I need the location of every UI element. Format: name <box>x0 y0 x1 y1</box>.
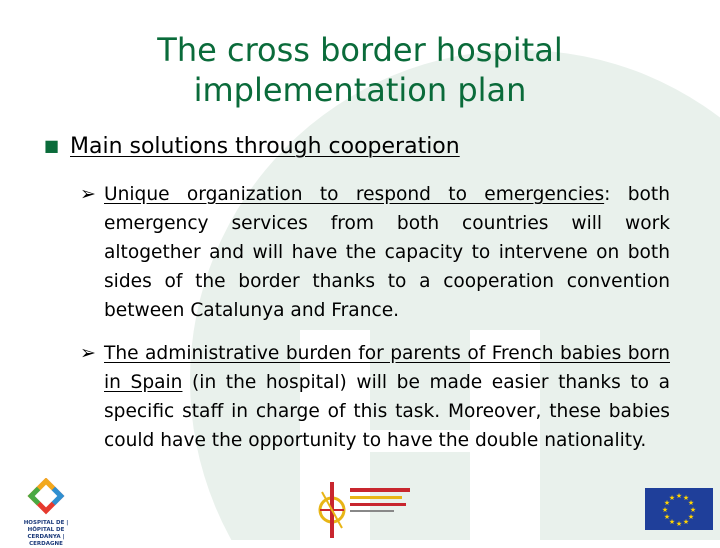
main-bullet-text: Main solutions through cooperation <box>70 134 460 159</box>
sub-bullet-lead: The administrative burden for parents of French babies born in Spain <box>104 343 670 393</box>
sub-bullet-lead: Unique organization to respond to emergencies <box>104 184 605 205</box>
sub-bullet-text <box>104 339 670 455</box>
arrow-bullet-icon: ➢ <box>80 342 96 364</box>
svg-text:★: ★ <box>675 492 683 500</box>
hospital-logo-line2: CERDANYA | CERDAGNE <box>27 534 65 547</box>
arrow-bullet-icon: ➢ <box>80 183 96 205</box>
sub-bullet-emergencies <box>80 180 670 325</box>
sub-bullet-text <box>104 180 670 325</box>
svg-text:★: ★ <box>663 513 671 521</box>
cooperation-program-logo <box>310 480 430 538</box>
svg-text:★: ★ <box>668 518 676 526</box>
svg-text:★: ★ <box>682 518 690 526</box>
hospital-cerdanya-logo <box>10 478 82 547</box>
svg-text:★: ★ <box>687 513 695 521</box>
sub-bullet-administrative <box>80 339 670 455</box>
svg-text:★: ★ <box>675 520 683 528</box>
hospital-logo-icon <box>10 478 82 516</box>
svg-text:★: ★ <box>682 494 690 502</box>
sub-bullet-rest: (in the hospital) will be made easier thanks to a specific staff in charge of this task. Moreover, these babies could have the opportunity to have the double nationality. <box>104 372 670 451</box>
eu-flag-icon <box>645 488 713 530</box>
svg-text:★: ★ <box>663 499 671 507</box>
square-bullet-icon: ■ <box>44 136 60 155</box>
svg-text:★: ★ <box>661 506 669 514</box>
hospital-logo-line1: HOSPITAL DE | HÔPITAL DE <box>23 520 69 533</box>
sub-bullet-rest: : both emergency services from both countries will work altogether and will have the capacity to intervene on both sides of the border thanks to a cooperation convention between Catalunya and France. <box>104 184 670 321</box>
main-bullet <box>44 132 460 161</box>
svg-text:★: ★ <box>689 506 697 514</box>
svg-text:★: ★ <box>687 499 695 507</box>
slide-title: The cross border hospital implementation plan <box>157 31 563 109</box>
svg-text:★: ★ <box>668 494 676 502</box>
